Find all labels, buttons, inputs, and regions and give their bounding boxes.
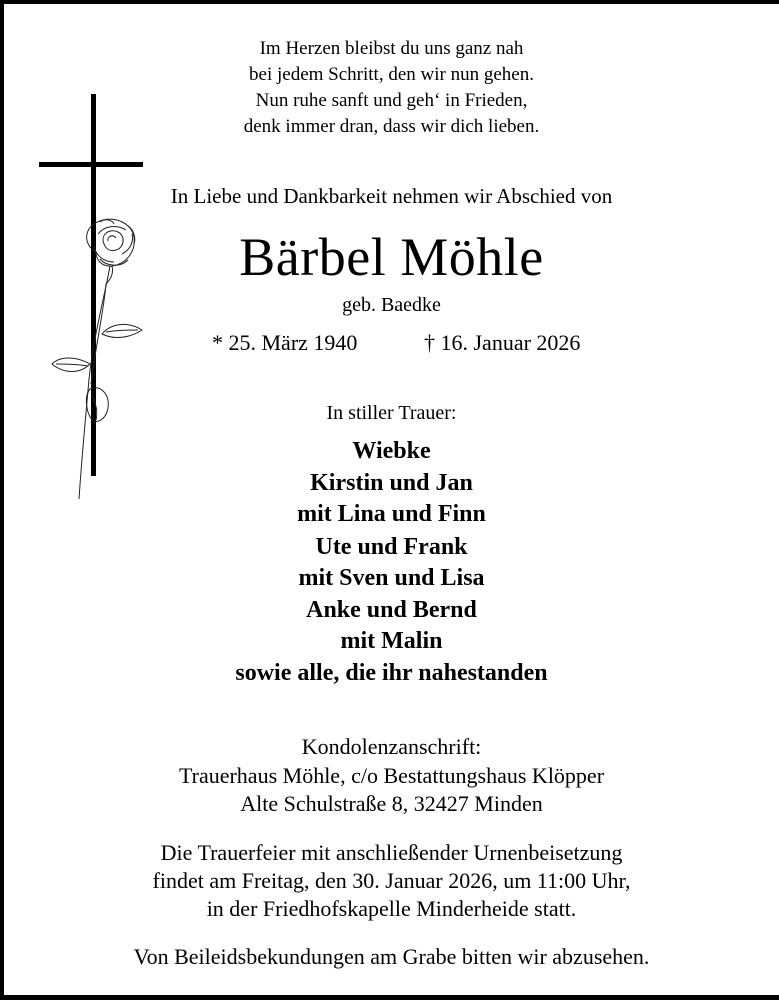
poem-line: bei jedem Schritt, den wir nun gehen. <box>249 64 534 85</box>
mourners-heading: In stiller Trauer: <box>326 402 457 424</box>
mourner-line: mit Malin <box>340 628 443 654</box>
mourner-line: Ute und Frank <box>315 534 468 560</box>
mourner-line: sowie alle, die ihr nahestanden <box>235 660 548 686</box>
ceremony-line: Die Trauerfeier mit anschließender Urnenbeisetzung <box>160 840 623 865</box>
birth-name: geb. Baedke <box>342 294 441 316</box>
mourner-line: Wiebke <box>352 438 431 464</box>
closing-note: Von Beileidsbekundungen am Grabe bitten wir abzusehen. <box>133 944 650 969</box>
poem-line: Im Herzen bleibst du uns ganz nah <box>259 38 524 59</box>
death-date: † 16. Januar 2026 <box>424 330 581 355</box>
mourner-line: mit Sven und Lisa <box>298 565 485 591</box>
poem-line: denk immer dran, dass wir dich lieben. <box>243 116 540 137</box>
condolence-address-line: Alte Schulstraße 8, 32427 Minden <box>240 791 543 816</box>
mourner-line: Anke und Bernd <box>306 597 477 623</box>
poem-line: Nun ruhe sanft und geh‘ in Frieden, <box>255 90 528 111</box>
mourner-line: mit Lina und Finn <box>297 501 486 527</box>
condolence-heading: Kondolenzanschrift: <box>301 734 482 759</box>
ceremony-line: findet am Freitag, den 30. Januar 2026, um 11:00 Uhr, <box>152 868 631 893</box>
condolence-address-line: Trauerhaus Möhle, c/o Bestattungshaus Klöpper <box>178 763 605 788</box>
farewell-intro: In Liebe und Dankbarkeit nehmen wir Abschied von <box>170 184 613 208</box>
mourner-line: Kirstin und Jan <box>310 470 473 496</box>
deceased-name: Bärbel Möhle <box>239 227 544 287</box>
ceremony-line: in der Friedhofskapelle Minderheide statt. <box>206 896 577 921</box>
birth-date: * 25. März 1940 <box>212 330 358 355</box>
